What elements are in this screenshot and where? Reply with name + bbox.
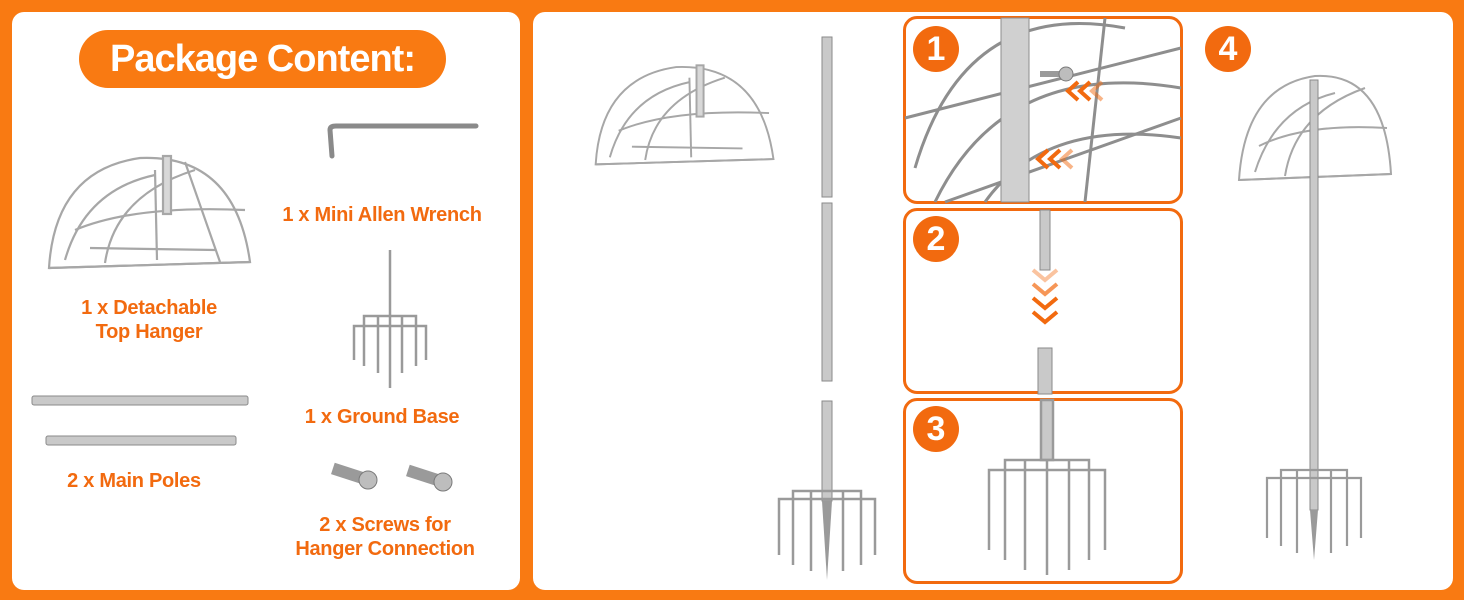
step-4-badge: 4 [1205,26,1251,72]
hanger-icon [590,60,780,175]
package-content-title: Package Content: [79,30,446,88]
chevron-left-icon [1066,80,1110,102]
screw-icon [405,462,455,492]
screws-label-line2: Hanger Connection [295,538,475,560]
screws-label-line1: 2 x Screws for [319,514,451,536]
screw-icon [330,460,380,490]
pole-icon [32,395,252,451]
wrench-label: 1 x Mini Allen Wrench [282,204,482,226]
hanger-icon [45,150,255,280]
ground-base-label: 1 x Ground Base [304,406,460,428]
ground-base-icon [350,248,430,393]
chevron-down-icon [1030,268,1060,332]
step-1-badge: 1 [913,26,959,72]
step-2-badge: 2 [913,216,959,262]
hanger-label-line1: 1 x Detachable [81,297,217,319]
ground-base-icon [985,400,1109,580]
pole-icon [1038,210,1052,270]
step-3-badge: 3 [913,406,959,452]
pole-icon [1036,348,1054,394]
assembled-stand [1235,68,1395,568]
poles-label: 2 x Main Poles [67,470,201,492]
hanger-label-line2: Top Hanger [95,321,203,343]
ground-base-icon [775,485,879,577]
allen-wrench-icon [320,122,480,162]
chevron-left-icon [1036,148,1080,170]
